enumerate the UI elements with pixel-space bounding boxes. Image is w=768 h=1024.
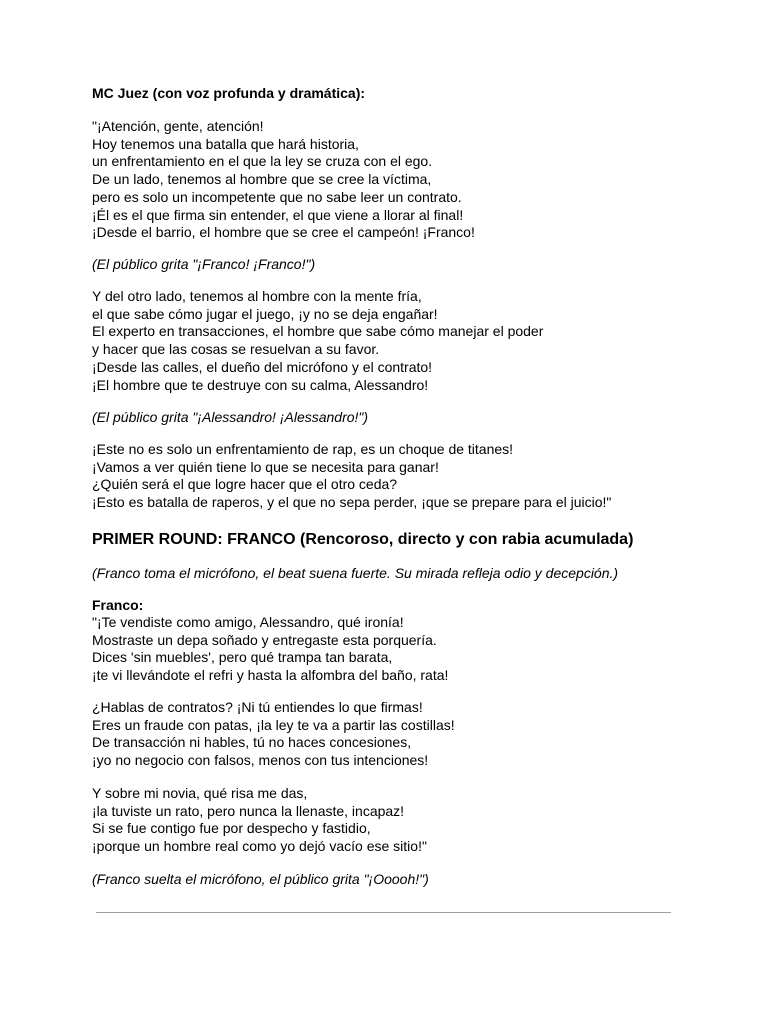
text-line: El experto en transacciones, el hombre que sabe cómo manejar el poder (92, 323, 544, 340)
mc-intro-paragraph (92, 118, 475, 242)
text-line: De un lado, tenemos al hombre que se cree la víctima, (92, 171, 432, 188)
text-line: ¡Desde las calles, el dueño del micrófono y el contrato! (92, 358, 433, 375)
text-line: ¡porque un hombre real como yo dejó vacío ese sitio!" (92, 838, 427, 855)
stage-direction-round-end: (Franco suelta el micrófono, el público grita "¡Ooooh!") (92, 871, 429, 887)
text-line: ¡la tuviste un rato, pero nunca la llenaste, incapaz! (92, 802, 405, 819)
franco-verse-2 (92, 699, 455, 770)
franco-verse-3 (92, 785, 427, 856)
text-line: "¡Atención, gente, atención! (92, 118, 264, 134)
text-line: pero es solo un incompetente que no sabe leer un contrato. (92, 188, 462, 205)
horizontal-divider (96, 912, 671, 913)
mc-closing-paragraph (92, 441, 611, 512)
stage-direction-crowd-alessandro: (El público grita "¡Alessandro! ¡Alessandro!") (92, 409, 369, 425)
text-line: Y del otro lado, tenemos al hombre con la mente fría, (92, 288, 422, 304)
text-line: Dices 'sin muebles', pero qué trampa tan barata, (92, 649, 393, 666)
mc-other-paragraph (92, 288, 543, 394)
text-line: ¡Vamos a ver quién tiene lo que se necesita para ganar! (92, 458, 439, 475)
text-line: ¡te vi llevándote el refri y hasta la alfombra del baño, rata! (92, 667, 449, 684)
text-line: ¡Él es el que firma sin entender, el que viene a llorar al final! (92, 206, 464, 223)
text-line: ¡yo no negocio con falsos, menos con tus intenciones! (92, 752, 429, 769)
stage-direction-crowd-franco: (El público grita "¡Franco! ¡Franco!") (92, 256, 316, 272)
text-line: "¡Te vendiste como amigo, Alessandro, qué ironía! (92, 614, 404, 630)
text-line: Eres un fraude con patas, ¡la ley te va a partir las costillas! (92, 716, 455, 733)
text-line: Hoy tenemos una batalla que hará historia, (92, 135, 359, 152)
franco-verse-1 (92, 614, 448, 685)
stage-direction-round-start: (Franco toma el micrófono, el beat suena fuerte. Su mirada refleja odio y decepción.) (92, 565, 619, 581)
text-line: y hacer que las cosas se resuelvan a su favor. (92, 341, 380, 358)
mc-title: MC Juez (con voz profunda y dramática): (92, 85, 366, 101)
text-line: Y sobre mi novia, qué risa me das, (92, 785, 308, 801)
text-line: ¡Esto es batalla de raperos, y el que no sepa perder, ¡que se prepare para el juicio!" (92, 494, 612, 511)
speaker-label-franco: Franco: (92, 597, 144, 613)
text-line: un enfrentamiento en el que la ley se cruza con el ego. (92, 153, 433, 170)
text-line: el que sabe cómo jugar el juego, ¡y no se deja engañar! (92, 305, 438, 322)
text-line: ¡El hombre que te destruye con su calma, Alessandro! (92, 376, 429, 393)
text-line: ¡Desde el barrio, el hombre que se cree el campeón! ¡Franco! (92, 224, 475, 241)
text-line: De transacción ni hables, tú no haces concesiones, (92, 734, 412, 751)
round-heading: PRIMER ROUND: FRANCO (Rencoroso, directo y con rabia acumulada) (92, 531, 634, 548)
text-line: Si se fue contigo fue por despecho y fastidio, (92, 820, 371, 837)
text-line: ¡Este no es solo un enfrentamiento de rap, es un choque de titanes! (92, 441, 514, 457)
text-line: ¿Hablas de contratos? ¡Ni tú entiendes lo que firmas! (92, 699, 423, 715)
text-line: ¿Quién será el que logre hacer que el otro ceda? (92, 476, 398, 493)
text-line: Mostraste un depa soñado y entregaste esta porquería. (92, 631, 437, 648)
